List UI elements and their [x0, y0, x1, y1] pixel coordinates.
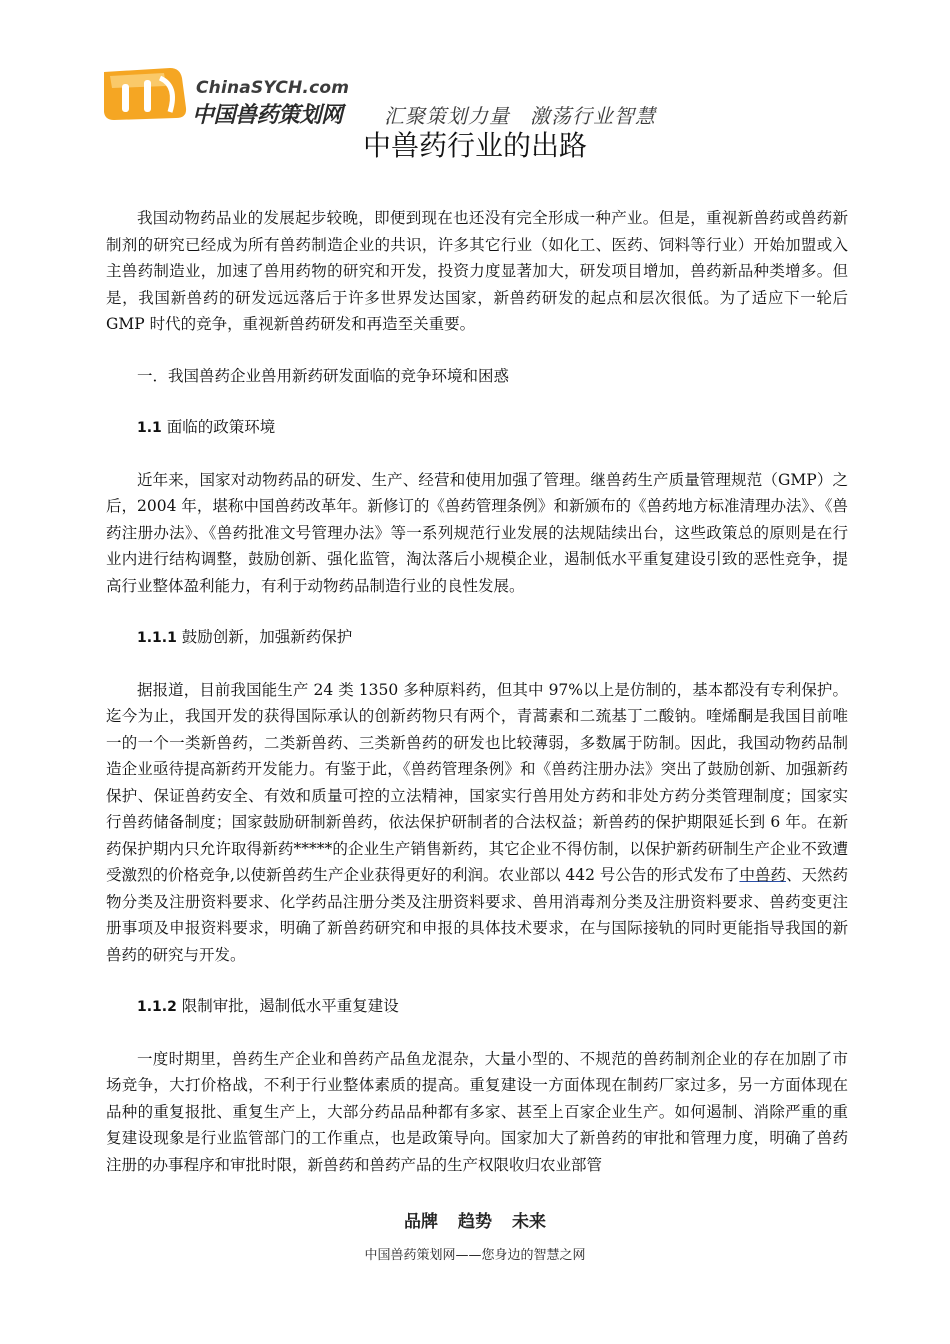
section-heading-1: 一．我国兽药企业兽用新药研发面临的竞争环境和困惑 — [137, 366, 510, 385]
document-title: 中兽药行业的出路 — [362, 129, 587, 162]
intro-paragraph: 我国动物药品业的发展起步较晚，即便到现在也还没有完全形成一种产业。但是，重视新兽药或兽药新制剂的研究已经成为所有兽药制造企业的共识，许多其它行业（如化工、医药、饲料等行业）开始加盟或入主兽药制造业，加速了兽用药物的研究和开发，投资力度显著加大，研发项目增加，兽药新品种类增多。但是，我国新兽药的研发远远落后于许多世界发达国家，新兽药研发的起点和层次很低。为了适应下一轮后 GMP 时代的竞争，重视新兽药研发和再造至关重要。 — [106, 209, 848, 333]
footer-tagline: 中国兽药策划网——您身边的智慧之网 — [364, 1248, 586, 1263]
site-header — [100, 62, 860, 132]
paragraph-text: 、天然药物分类及注册资料要求、化学药品注册分类及注册资料要求、兽用消毒剂分类及注册资料要求、兽药变更注册事项及申报资料要求，明确了新兽药研究和申报的具体技术要求，在与国际接轨的同时更能指导我国的新兽药的研究与开发。 — [106, 866, 848, 964]
footer-tag: 未来 — [512, 1212, 546, 1232]
brand-english: ChinaSYCH.com — [196, 78, 350, 98]
section-heading-1-1 — [106, 414, 848, 442]
heading-number: 1.1.1 — [137, 630, 177, 646]
slogan-part-1: 汇聚策划力量 — [384, 104, 510, 128]
section-heading-1-1-2 — [106, 993, 848, 1021]
paragraph-1-1: 近年来，国家对动物药品的研发、生产、经营和使用加强了管理。继兽药生产质量管理规范（GMP）之后，2004 年，堪称中国兽药改革年。新修订的《兽药管理条例》和新颁布的《兽药地方标准清理办法》、《兽药注册办法》、《兽药批准文号管理办法》等一系列规范行业发展的法规陆续出台，这些政策总的原则是在行业内进行结构调整，鼓励创新、强化监管，淘汰落后小规模企业，遏制低水平重复建设引致的恶性竞争，提高行业整体盈利能力，有利于动物药品制造行业的良性发展。 — [106, 470, 848, 595]
section-heading-1-1-1 — [106, 624, 848, 652]
heading-text: 鼓励创新，加强新药保护 — [176, 628, 353, 646]
heading-number: 1.1 — [137, 420, 162, 436]
heading-text: 限制审批，遏制低水平重复建设 — [176, 997, 399, 1015]
paragraph-text: 据报道，目前我国能生产 24 类 1350 多种原料药，但其中 97%以上是仿制的，基本都没有专利保护。迄今为止，我国开发的获得国际承认的创新药物只有两个，青蒿素和二巯基丁二酸钠。喹烯酮是我国目前唯一的一个一类新兽药，二类新兽药、三类新兽药的研发也比较薄弱，多数属于防制。因此，我国动物药品制造企业亟待提高新药开发能力。有鉴于此，《兽药管理条例》和《兽药注册办法》突出了鼓励创新、加强新药保护、保证兽药安全、有效和质量可控的立法精神，国家实行兽用处方药和非处方药分类管理制度；国家实行兽药储备制度；国家鼓励研制新兽药，依法保护研制者的合法权益；新兽药的保护期限延长到 6 年。在新药保护期内只允许取得新药*****的企业生产销售新药，其它企业不得仿制，以保护新药研制生产企业不致遭受激烈的价格竞争,以使新兽药生产企业获得更好的利润。农业部以 442 号公告的形式发布了 — [106, 680, 848, 884]
zhongshouyao-link[interactable]: 中兽药 — [739, 866, 786, 884]
brand-chinese: 中国兽药策划网 — [192, 103, 343, 128]
heading-text: 面临的政策环境 — [161, 418, 276, 436]
document-body — [106, 205, 848, 1178]
paragraph-1-1-1 — [106, 677, 848, 969]
footer-tag: 品牌 — [404, 1212, 438, 1232]
paragraph-1-1-2: 一度时期里，兽药生产企业和兽药产品鱼龙混杂，大量小型的、不规范的兽药制剂企业的存在加剧了市场竞争，大打价格战，不利于行业整体素质的提高。重复建设一方面体现在制药厂家过多，另一方面体现在品种的重复报批、重复生产上，大部分药品品种都有多家、甚至上百家企业生产。如何遏制、消除严重的重复建设现象是行业监管部门的工作重点，也是政策导向。国家加大了新兽药的审批和管理力度，明确了兽药注册的办事程序和审批时限，新兽药和兽药产品的生产权限收归农业部管 — [106, 1049, 848, 1174]
logo-icon — [100, 66, 190, 122]
footer-tags — [0, 1207, 950, 1232]
slogan-part-2: 激荡行业智慧 — [530, 104, 656, 128]
footer-tag: 趋势 — [458, 1212, 492, 1232]
heading-number: 1.1.2 — [137, 999, 177, 1015]
